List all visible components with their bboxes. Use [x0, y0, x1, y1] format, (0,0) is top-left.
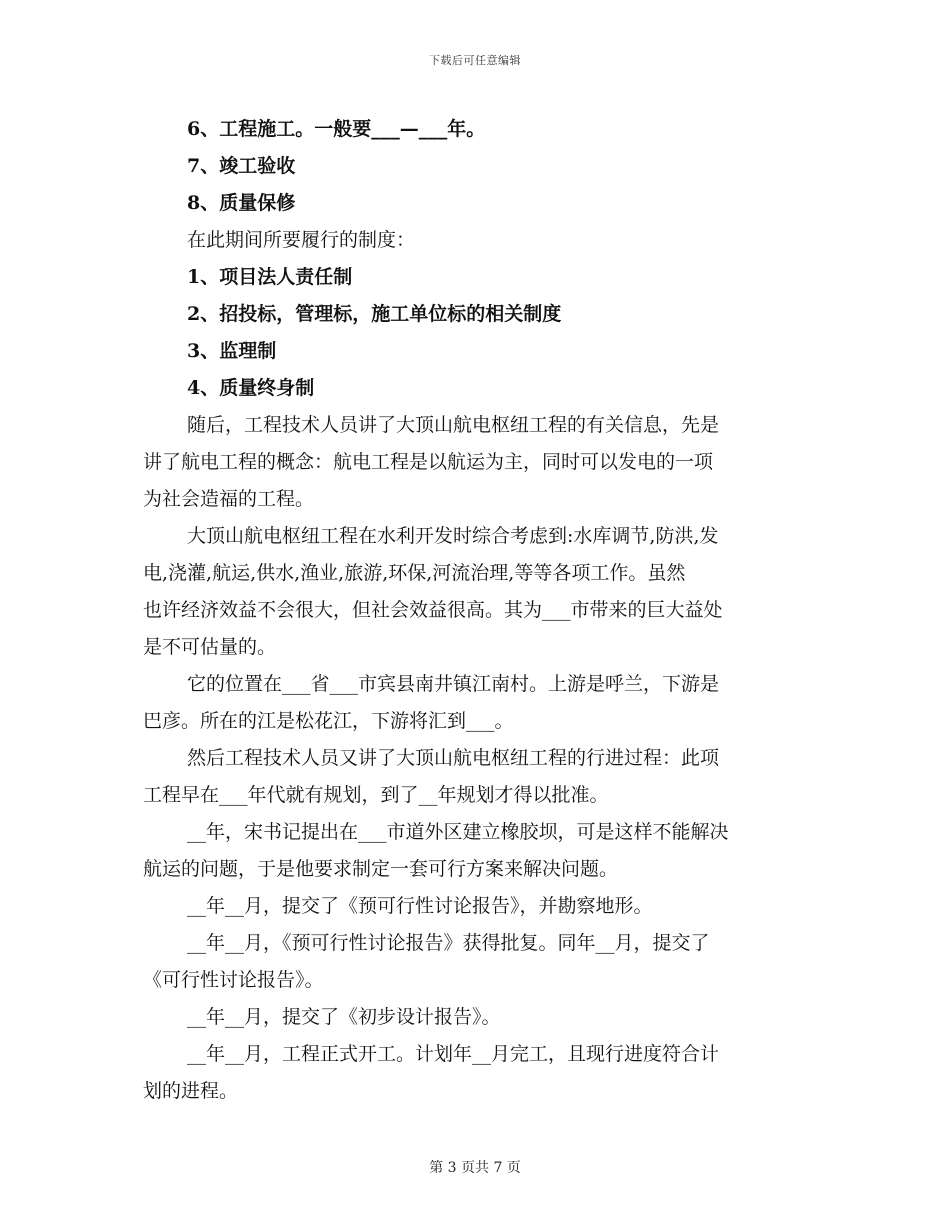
paragraph-line: __年__月，工程正式开工。计划年__月完工，且现行进度符合计	[187, 1043, 720, 1065]
paragraph-line: __年__月，《预可行性讨论报告》获得批复。同年__月，提交了	[187, 932, 710, 954]
paragraph-line: 划的进程。	[143, 1080, 239, 1102]
paragraph-line: __年__月，提交了《预可行性讨论报告》，并勘察地形。	[187, 895, 653, 917]
paragraph-line: 电,浇灌,航运,供水,渔业,旅游,环保,河流治理,等等各项工作。虽然	[143, 562, 686, 584]
paragraph-line: 巴彦。所在的江是松花江，下游将汇到___。	[143, 710, 514, 732]
paragraph-line: 工程早在___年代就有规划，到了__年规划才得以批准。	[143, 784, 609, 806]
paragraph-line: 讲了航电工程的概念：航电工程是以航运为主，同时可以发电的一项	[143, 451, 714, 473]
list-item: 3、监理制	[187, 340, 277, 362]
paragraph-line: 随后，工程技术人员讲了大顶山航电枢纽工程的有关信息，先是	[187, 414, 720, 436]
paragraph-line: 是不可估量的。	[143, 636, 277, 658]
paragraph-line: 《可行性讨论报告》。	[143, 969, 324, 991]
paragraph-line: 它的位置在___省___市宾县南井镇江南村。上游是呼兰，下游是	[187, 673, 720, 695]
list-item: 6、工程施工。一般要___—___年。	[187, 118, 486, 140]
list-item: 2、招投标，管理标，施工单位标的相关制度	[187, 303, 562, 325]
page-number: 第 3 页共 7 页	[429, 1160, 521, 1176]
paragraph-line: 为社会造福的工程。	[143, 488, 315, 510]
paragraph-line: __年__月，提交了《初步设计报告》。	[187, 1006, 501, 1028]
paragraph-line: 在此期间所要履行的制度：	[187, 229, 416, 251]
paragraph-line: 航运的问题，于是他要求制定一套可行方案来解决问题。	[143, 858, 619, 880]
list-item: 7、竣工验收	[187, 155, 296, 177]
document-body	[143, 111, 808, 1110]
paragraph-line: __年，宋书记提出在___市道外区建立橡胶坝，可是这样不能解决	[187, 821, 729, 843]
paragraph-line: 然后工程技术人员又讲了大顶山航电枢纽工程的行进过程：此项	[187, 747, 720, 769]
paragraph-line: 大顶山航电枢纽工程在水利开发时综合考虑到:水库调节,防洪,发	[187, 525, 719, 547]
page-header: 下载后可任意编辑	[429, 54, 521, 67]
paragraph-line: 也许经济效益不会很大，但社会效益很高。其为___市带来的巨大益处	[143, 599, 723, 621]
list-item: 1、项目法人责任制	[187, 266, 353, 288]
list-item: 8、质量保修	[187, 192, 296, 214]
list-item: 4、质量终身制	[187, 377, 315, 399]
